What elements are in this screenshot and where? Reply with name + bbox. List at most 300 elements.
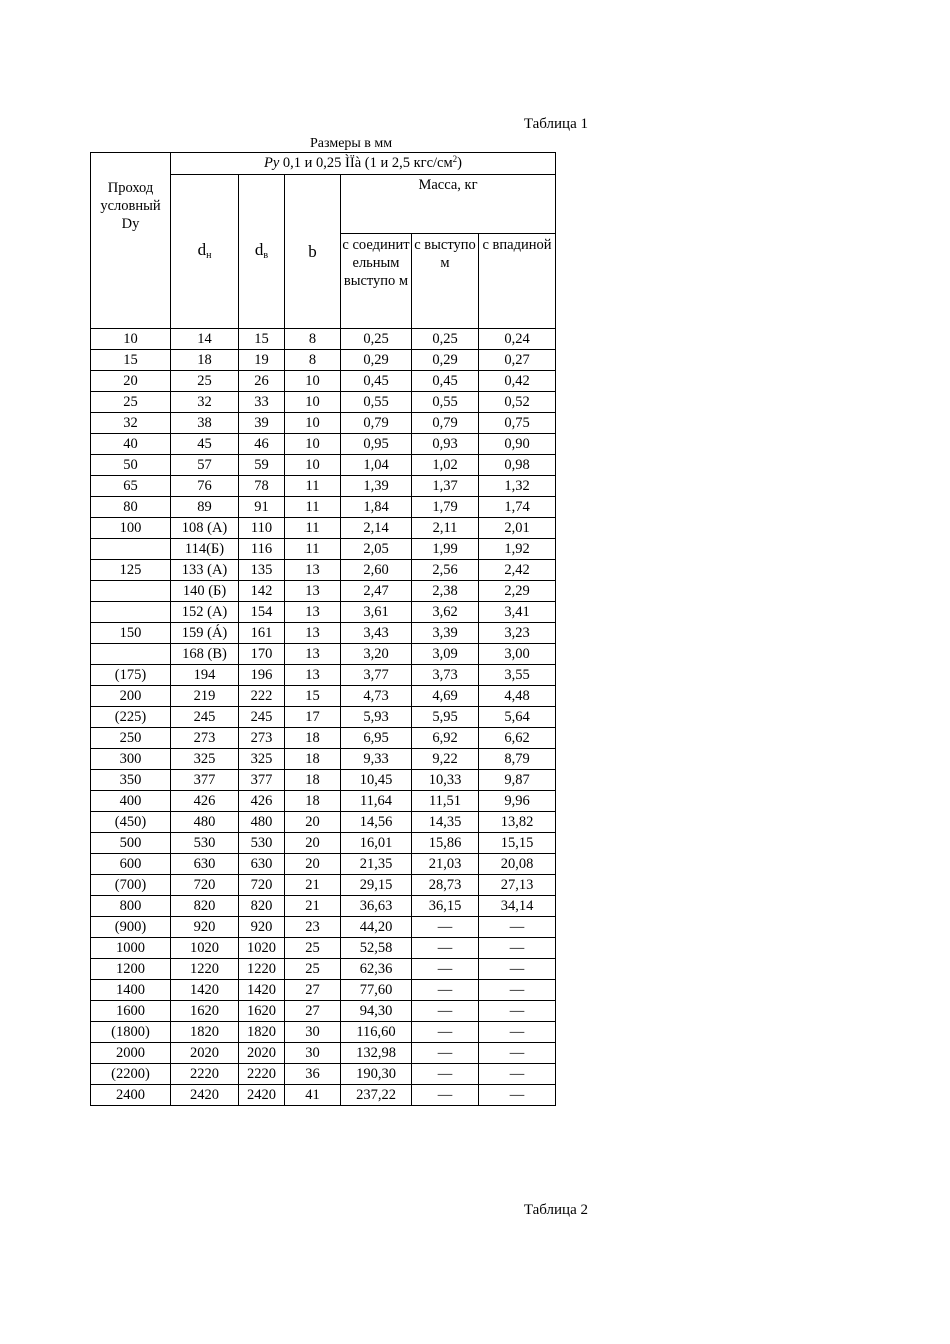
cell-mass-raised-face: 5,93 xyxy=(341,707,412,728)
cell-thickness: 23 xyxy=(285,917,341,938)
cell-mass-tongue: 15,86 xyxy=(412,833,479,854)
cell-nominal-bore: 200 xyxy=(91,686,171,707)
cell-thickness: 27 xyxy=(285,1001,341,1022)
cell-mass-groove: 3,23 xyxy=(479,623,556,644)
cell-mass-tongue: 0,25 xyxy=(412,329,479,350)
cell-mass-groove: 20,08 xyxy=(479,854,556,875)
cell-inner-diameter: 377 xyxy=(239,770,285,791)
cell-nominal-bore: (900) xyxy=(91,917,171,938)
cell-nominal-bore: 1600 xyxy=(91,1001,171,1022)
table-row xyxy=(91,707,556,728)
cell-mass-tongue: 3,09 xyxy=(412,644,479,665)
dv-sub: в xyxy=(263,250,269,261)
cell-nominal-bore xyxy=(91,644,171,665)
table-row xyxy=(91,875,556,896)
cell-outer-diameter: 89 xyxy=(171,497,239,518)
header-mass-tongue: с выступо м xyxy=(412,234,479,329)
header-mass-raised-face: с соединит ельным выступо м xyxy=(341,234,412,329)
cell-mass-groove: — xyxy=(479,980,556,1001)
cell-mass-raised-face: 11,64 xyxy=(341,791,412,812)
cell-outer-diameter: 426 xyxy=(171,791,239,812)
cell-thickness: 10 xyxy=(285,434,341,455)
cell-mass-raised-face: 0,29 xyxy=(341,350,412,371)
cell-inner-diameter: 222 xyxy=(239,686,285,707)
cell-thickness: 11 xyxy=(285,518,341,539)
cell-mass-tongue: — xyxy=(412,1043,479,1064)
cell-nominal-bore: 1000 xyxy=(91,938,171,959)
cell-mass-raised-face: 0,79 xyxy=(341,413,412,434)
cell-mass-groove: 0,98 xyxy=(479,455,556,476)
cell-inner-diameter: 1620 xyxy=(239,1001,285,1022)
cell-mass-tongue: 1,99 xyxy=(412,539,479,560)
cell-mass-groove: 2,29 xyxy=(479,581,556,602)
cell-mass-groove: 9,96 xyxy=(479,791,556,812)
cell-nominal-bore: 1400 xyxy=(91,980,171,1001)
cell-thickness: 18 xyxy=(285,749,341,770)
cell-outer-diameter: 57 xyxy=(171,455,239,476)
cell-mass-raised-face: 0,25 xyxy=(341,329,412,350)
cell-thickness: 18 xyxy=(285,791,341,812)
cell-nominal-bore: 250 xyxy=(91,728,171,749)
cell-nominal-bore: 20 xyxy=(91,371,171,392)
cell-mass-raised-face: 94,30 xyxy=(341,1001,412,1022)
cell-mass-groove: 1,32 xyxy=(479,476,556,497)
pressure-sup: 2 xyxy=(452,154,458,164)
cell-mass-raised-face: 16,01 xyxy=(341,833,412,854)
cell-thickness: 11 xyxy=(285,539,341,560)
cell-thickness: 25 xyxy=(285,938,341,959)
cell-inner-diameter: 78 xyxy=(239,476,285,497)
cell-outer-diameter: 1220 xyxy=(171,959,239,980)
cell-mass-tongue: — xyxy=(412,938,479,959)
pressure-close: ) xyxy=(457,155,463,171)
cell-mass-groove: 34,14 xyxy=(479,896,556,917)
table-body xyxy=(91,329,556,1106)
cell-mass-groove: 0,27 xyxy=(479,350,556,371)
cell-thickness: 20 xyxy=(285,854,341,875)
cell-mass-raised-face: 2,05 xyxy=(341,539,412,560)
table-row xyxy=(91,833,556,854)
table-row xyxy=(91,1085,556,1106)
cell-thickness: 13 xyxy=(285,560,341,581)
cell-mass-groove: 0,24 xyxy=(479,329,556,350)
cell-mass-raised-face: 2,14 xyxy=(341,518,412,539)
cell-inner-diameter: 426 xyxy=(239,791,285,812)
cell-outer-diameter: 14 xyxy=(171,329,239,350)
cell-thickness: 8 xyxy=(285,329,341,350)
table-row xyxy=(91,371,556,392)
header-b: b xyxy=(285,175,341,329)
cell-nominal-bore: (1800) xyxy=(91,1022,171,1043)
cell-nominal-bore: (700) xyxy=(91,875,171,896)
table-row xyxy=(91,434,556,455)
cell-outer-diameter: 114(Б) xyxy=(171,539,239,560)
cell-nominal-bore: 600 xyxy=(91,854,171,875)
cell-thickness: 13 xyxy=(285,644,341,665)
table-row xyxy=(91,791,556,812)
cell-mass-groove: 0,90 xyxy=(479,434,556,455)
cell-mass-tongue: 0,29 xyxy=(412,350,479,371)
cell-mass-raised-face: 6,95 xyxy=(341,728,412,749)
table-1-label: Таблица 1 xyxy=(523,116,588,132)
cell-mass-groove: 0,42 xyxy=(479,371,556,392)
cell-mass-groove: 13,82 xyxy=(479,812,556,833)
cell-nominal-bore xyxy=(91,581,171,602)
cell-mass-groove: 4,48 xyxy=(479,686,556,707)
cell-thickness: 13 xyxy=(285,665,341,686)
cell-nominal-bore: 400 xyxy=(91,791,171,812)
cell-mass-groove: — xyxy=(479,1043,556,1064)
table-row xyxy=(91,959,556,980)
header-mass-groove: с впадиной xyxy=(479,234,556,329)
table-row xyxy=(91,665,556,686)
cell-mass-raised-face: 2,47 xyxy=(341,581,412,602)
cell-inner-diameter: 2220 xyxy=(239,1064,285,1085)
cell-mass-groove: 2,01 xyxy=(479,518,556,539)
cell-nominal-bore: 25 xyxy=(91,392,171,413)
cell-outer-diameter: 480 xyxy=(171,812,239,833)
cell-thickness: 10 xyxy=(285,455,341,476)
cell-outer-diameter: 159 (Á) xyxy=(171,623,239,644)
cell-mass-tongue: 21,03 xyxy=(412,854,479,875)
units-note: Размеры в мм xyxy=(310,136,393,151)
cell-mass-groove: 1,92 xyxy=(479,539,556,560)
cell-outer-diameter: 25 xyxy=(171,371,239,392)
cell-mass-tongue: — xyxy=(412,1001,479,1022)
cell-mass-raised-face: 0,95 xyxy=(341,434,412,455)
cell-outer-diameter: 140 (Б) xyxy=(171,581,239,602)
cell-mass-groove: 3,55 xyxy=(479,665,556,686)
cell-outer-diameter: 273 xyxy=(171,728,239,749)
cell-thickness: 13 xyxy=(285,602,341,623)
cell-outer-diameter: 1420 xyxy=(171,980,239,1001)
cell-inner-diameter: 15 xyxy=(239,329,285,350)
cell-thickness: 8 xyxy=(285,350,341,371)
cell-inner-diameter: 91 xyxy=(239,497,285,518)
table-row xyxy=(91,1001,556,1022)
cell-outer-diameter: 2020 xyxy=(171,1043,239,1064)
cell-mass-raised-face: 21,35 xyxy=(341,854,412,875)
cell-thickness: 13 xyxy=(285,581,341,602)
cell-thickness: 21 xyxy=(285,875,341,896)
table-row xyxy=(91,518,556,539)
flange-dimensions-table xyxy=(90,152,556,1106)
cell-mass-groove: 0,52 xyxy=(479,392,556,413)
cell-mass-raised-face: 116,60 xyxy=(341,1022,412,1043)
cell-mass-tongue: 10,33 xyxy=(412,770,479,791)
cell-nominal-bore: 32 xyxy=(91,413,171,434)
header-dv xyxy=(239,175,285,329)
cell-mass-groove: 8,79 xyxy=(479,749,556,770)
table-row xyxy=(91,476,556,497)
cell-thickness: 18 xyxy=(285,770,341,791)
cell-inner-diameter: 154 xyxy=(239,602,285,623)
table-row xyxy=(91,350,556,371)
cell-nominal-bore: 300 xyxy=(91,749,171,770)
cell-mass-tongue: — xyxy=(412,959,479,980)
cell-mass-tongue: 1,79 xyxy=(412,497,479,518)
cell-inner-diameter: 161 xyxy=(239,623,285,644)
table-row xyxy=(91,644,556,665)
cell-mass-groove: 1,74 xyxy=(479,497,556,518)
dv-main: d xyxy=(254,240,264,259)
cell-inner-diameter: 33 xyxy=(239,392,285,413)
cell-nominal-bore: 150 xyxy=(91,623,171,644)
cell-inner-diameter: 116 xyxy=(239,539,285,560)
cell-mass-tongue: 2,11 xyxy=(412,518,479,539)
cell-thickness: 20 xyxy=(285,812,341,833)
cell-outer-diameter: 194 xyxy=(171,665,239,686)
cell-inner-diameter: 19 xyxy=(239,350,285,371)
cell-nominal-bore: 350 xyxy=(91,770,171,791)
cell-mass-raised-face: 1,84 xyxy=(341,497,412,518)
table-row xyxy=(91,770,556,791)
cell-mass-raised-face: 0,45 xyxy=(341,371,412,392)
table-row xyxy=(91,413,556,434)
cell-outer-diameter: 108 (А) xyxy=(171,518,239,539)
header-dh xyxy=(171,175,239,329)
cell-mass-tongue: 6,92 xyxy=(412,728,479,749)
cell-mass-raised-face: 62,36 xyxy=(341,959,412,980)
table-row xyxy=(91,812,556,833)
cell-thickness: 30 xyxy=(285,1043,341,1064)
cell-mass-groove: 15,15 xyxy=(479,833,556,854)
cell-inner-diameter: 46 xyxy=(239,434,285,455)
table-row xyxy=(91,1064,556,1085)
cell-mass-groove: — xyxy=(479,1001,556,1022)
cell-inner-diameter: 135 xyxy=(239,560,285,581)
cell-nominal-bore: 40 xyxy=(91,434,171,455)
cell-nominal-bore: 2000 xyxy=(91,1043,171,1064)
cell-nominal-bore: 80 xyxy=(91,497,171,518)
cell-mass-tongue: 11,51 xyxy=(412,791,479,812)
cell-mass-raised-face: 1,39 xyxy=(341,476,412,497)
dh-main: d xyxy=(197,240,207,259)
cell-outer-diameter: 168 (В) xyxy=(171,644,239,665)
cell-outer-diameter: 1620 xyxy=(171,1001,239,1022)
cell-mass-tongue: — xyxy=(412,1022,479,1043)
cell-outer-diameter: 377 xyxy=(171,770,239,791)
cell-mass-tongue: 4,69 xyxy=(412,686,479,707)
cell-mass-raised-face: 3,77 xyxy=(341,665,412,686)
pressure-symbol: Ру xyxy=(263,155,280,171)
cell-outer-diameter: 219 xyxy=(171,686,239,707)
cell-outer-diameter: 530 xyxy=(171,833,239,854)
cell-mass-raised-face: 77,60 xyxy=(341,980,412,1001)
table-row xyxy=(91,539,556,560)
cell-outer-diameter: 76 xyxy=(171,476,239,497)
cell-inner-diameter: 720 xyxy=(239,875,285,896)
table-row xyxy=(91,854,556,875)
cell-mass-tongue: 1,37 xyxy=(412,476,479,497)
cell-thickness: 36 xyxy=(285,1064,341,1085)
cell-thickness: 11 xyxy=(285,476,341,497)
cell-mass-groove: — xyxy=(479,917,556,938)
table-row xyxy=(91,728,556,749)
cell-mass-raised-face: 2,60 xyxy=(341,560,412,581)
cell-mass-tongue: 0,55 xyxy=(412,392,479,413)
cell-nominal-bore: 15 xyxy=(91,350,171,371)
cell-outer-diameter: 2220 xyxy=(171,1064,239,1085)
cell-nominal-bore: 2400 xyxy=(91,1085,171,1106)
cell-inner-diameter: 325 xyxy=(239,749,285,770)
cell-mass-raised-face: 9,33 xyxy=(341,749,412,770)
cell-mass-tongue: 14,35 xyxy=(412,812,479,833)
dh-sub: н xyxy=(206,250,212,261)
cell-thickness: 25 xyxy=(285,959,341,980)
cell-mass-raised-face: 29,15 xyxy=(341,875,412,896)
cell-nominal-bore: (225) xyxy=(91,707,171,728)
table-row xyxy=(91,917,556,938)
cell-inner-diameter: 820 xyxy=(239,896,285,917)
cell-inner-diameter: 142 xyxy=(239,581,285,602)
cell-mass-tongue: 3,39 xyxy=(412,623,479,644)
cell-nominal-bore: 125 xyxy=(91,560,171,581)
cell-inner-diameter: 2020 xyxy=(239,1043,285,1064)
cell-nominal-bore: 50 xyxy=(91,455,171,476)
cell-mass-raised-face: 3,43 xyxy=(341,623,412,644)
cell-mass-tongue: 2,38 xyxy=(412,581,479,602)
cell-nominal-bore: (2200) xyxy=(91,1064,171,1085)
cell-thickness: 13 xyxy=(285,623,341,644)
cell-mass-tongue: 3,62 xyxy=(412,602,479,623)
cell-mass-raised-face: 3,61 xyxy=(341,602,412,623)
cell-inner-diameter: 1020 xyxy=(239,938,285,959)
cell-thickness: 41 xyxy=(285,1085,341,1106)
table-row xyxy=(91,602,556,623)
cell-nominal-bore: 100 xyxy=(91,518,171,539)
cell-mass-groove: — xyxy=(479,1022,556,1043)
cell-nominal-bore: (175) xyxy=(91,665,171,686)
cell-inner-diameter: 26 xyxy=(239,371,285,392)
cell-outer-diameter: 133 (А) xyxy=(171,560,239,581)
cell-outer-diameter: 38 xyxy=(171,413,239,434)
cell-outer-diameter: 2420 xyxy=(171,1085,239,1106)
cell-thickness: 20 xyxy=(285,833,341,854)
cell-inner-diameter: 630 xyxy=(239,854,285,875)
cell-mass-raised-face: 132,98 xyxy=(341,1043,412,1064)
table-row xyxy=(91,896,556,917)
cell-outer-diameter: 325 xyxy=(171,749,239,770)
cell-mass-groove: 27,13 xyxy=(479,875,556,896)
cell-thickness: 15 xyxy=(285,686,341,707)
cell-thickness: 10 xyxy=(285,371,341,392)
cell-mass-groove: 9,87 xyxy=(479,770,556,791)
cell-thickness: 21 xyxy=(285,896,341,917)
cell-inner-diameter: 1420 xyxy=(239,980,285,1001)
cell-mass-tongue: — xyxy=(412,1064,479,1085)
table-row xyxy=(91,581,556,602)
cell-mass-tongue: 1,02 xyxy=(412,455,479,476)
cell-outer-diameter: 152 (А) xyxy=(171,602,239,623)
cell-mass-tongue: — xyxy=(412,1085,479,1106)
table-row xyxy=(91,1022,556,1043)
cell-mass-groove: — xyxy=(479,1064,556,1085)
table-row xyxy=(91,686,556,707)
cell-mass-raised-face: 4,73 xyxy=(341,686,412,707)
cell-inner-diameter: 2420 xyxy=(239,1085,285,1106)
cell-inner-diameter: 530 xyxy=(239,833,285,854)
cell-outer-diameter: 18 xyxy=(171,350,239,371)
cell-mass-tongue: 0,79 xyxy=(412,413,479,434)
cell-mass-groove: 5,64 xyxy=(479,707,556,728)
cell-inner-diameter: 170 xyxy=(239,644,285,665)
cell-mass-raised-face: 52,58 xyxy=(341,938,412,959)
cell-mass-tongue: 28,73 xyxy=(412,875,479,896)
cell-nominal-bore: 65 xyxy=(91,476,171,497)
cell-mass-raised-face: 1,04 xyxy=(341,455,412,476)
cell-inner-diameter: 196 xyxy=(239,665,285,686)
cell-mass-groove: 0,75 xyxy=(479,413,556,434)
cell-mass-groove: 3,00 xyxy=(479,644,556,665)
header-pressure xyxy=(171,153,556,175)
cell-mass-raised-face: 14,56 xyxy=(341,812,412,833)
cell-outer-diameter: 630 xyxy=(171,854,239,875)
cell-thickness: 17 xyxy=(285,707,341,728)
table-row xyxy=(91,1043,556,1064)
cell-inner-diameter: 920 xyxy=(239,917,285,938)
cell-outer-diameter: 820 xyxy=(171,896,239,917)
cell-outer-diameter: 720 xyxy=(171,875,239,896)
table-row xyxy=(91,329,556,350)
cell-outer-diameter: 45 xyxy=(171,434,239,455)
cell-mass-groove: — xyxy=(479,1085,556,1106)
cell-outer-diameter: 920 xyxy=(171,917,239,938)
cell-mass-groove: — xyxy=(479,959,556,980)
cell-mass-tongue: 0,45 xyxy=(412,371,479,392)
cell-nominal-bore: 500 xyxy=(91,833,171,854)
table-row xyxy=(91,749,556,770)
table-row xyxy=(91,497,556,518)
cell-mass-tongue: 5,95 xyxy=(412,707,479,728)
cell-inner-diameter: 245 xyxy=(239,707,285,728)
cell-nominal-bore: (450) xyxy=(91,812,171,833)
cell-thickness: 30 xyxy=(285,1022,341,1043)
cell-mass-tongue: — xyxy=(412,917,479,938)
cell-outer-diameter: 1820 xyxy=(171,1022,239,1043)
cell-thickness: 18 xyxy=(285,728,341,749)
header-nominal-bore: Проход условный Dy xyxy=(91,153,171,329)
cell-mass-tongue: 0,93 xyxy=(412,434,479,455)
cell-mass-raised-face: 44,20 xyxy=(341,917,412,938)
cell-mass-raised-face: 237,22 xyxy=(341,1085,412,1106)
cell-mass-tongue: 9,22 xyxy=(412,749,479,770)
cell-mass-groove: 6,62 xyxy=(479,728,556,749)
cell-mass-groove: — xyxy=(479,938,556,959)
header-mass: Масса, кг xyxy=(341,175,556,234)
cell-nominal-bore xyxy=(91,602,171,623)
cell-mass-tongue: 36,15 xyxy=(412,896,479,917)
cell-mass-raised-face: 10,45 xyxy=(341,770,412,791)
cell-nominal-bore: 10 xyxy=(91,329,171,350)
cell-thickness: 10 xyxy=(285,392,341,413)
cell-mass-raised-face: 3,20 xyxy=(341,644,412,665)
cell-inner-diameter: 39 xyxy=(239,413,285,434)
cell-nominal-bore: 1200 xyxy=(91,959,171,980)
cell-mass-raised-face: 36,63 xyxy=(341,896,412,917)
cell-nominal-bore: 800 xyxy=(91,896,171,917)
cell-inner-diameter: 1820 xyxy=(239,1022,285,1043)
cell-mass-groove: 3,41 xyxy=(479,602,556,623)
cell-outer-diameter: 1020 xyxy=(171,938,239,959)
cell-mass-raised-face: 190,30 xyxy=(341,1064,412,1085)
table-row xyxy=(91,560,556,581)
cell-thickness: 11 xyxy=(285,497,341,518)
cell-thickness: 27 xyxy=(285,980,341,1001)
cell-outer-diameter: 32 xyxy=(171,392,239,413)
cell-inner-diameter: 59 xyxy=(239,455,285,476)
table-row xyxy=(91,623,556,644)
